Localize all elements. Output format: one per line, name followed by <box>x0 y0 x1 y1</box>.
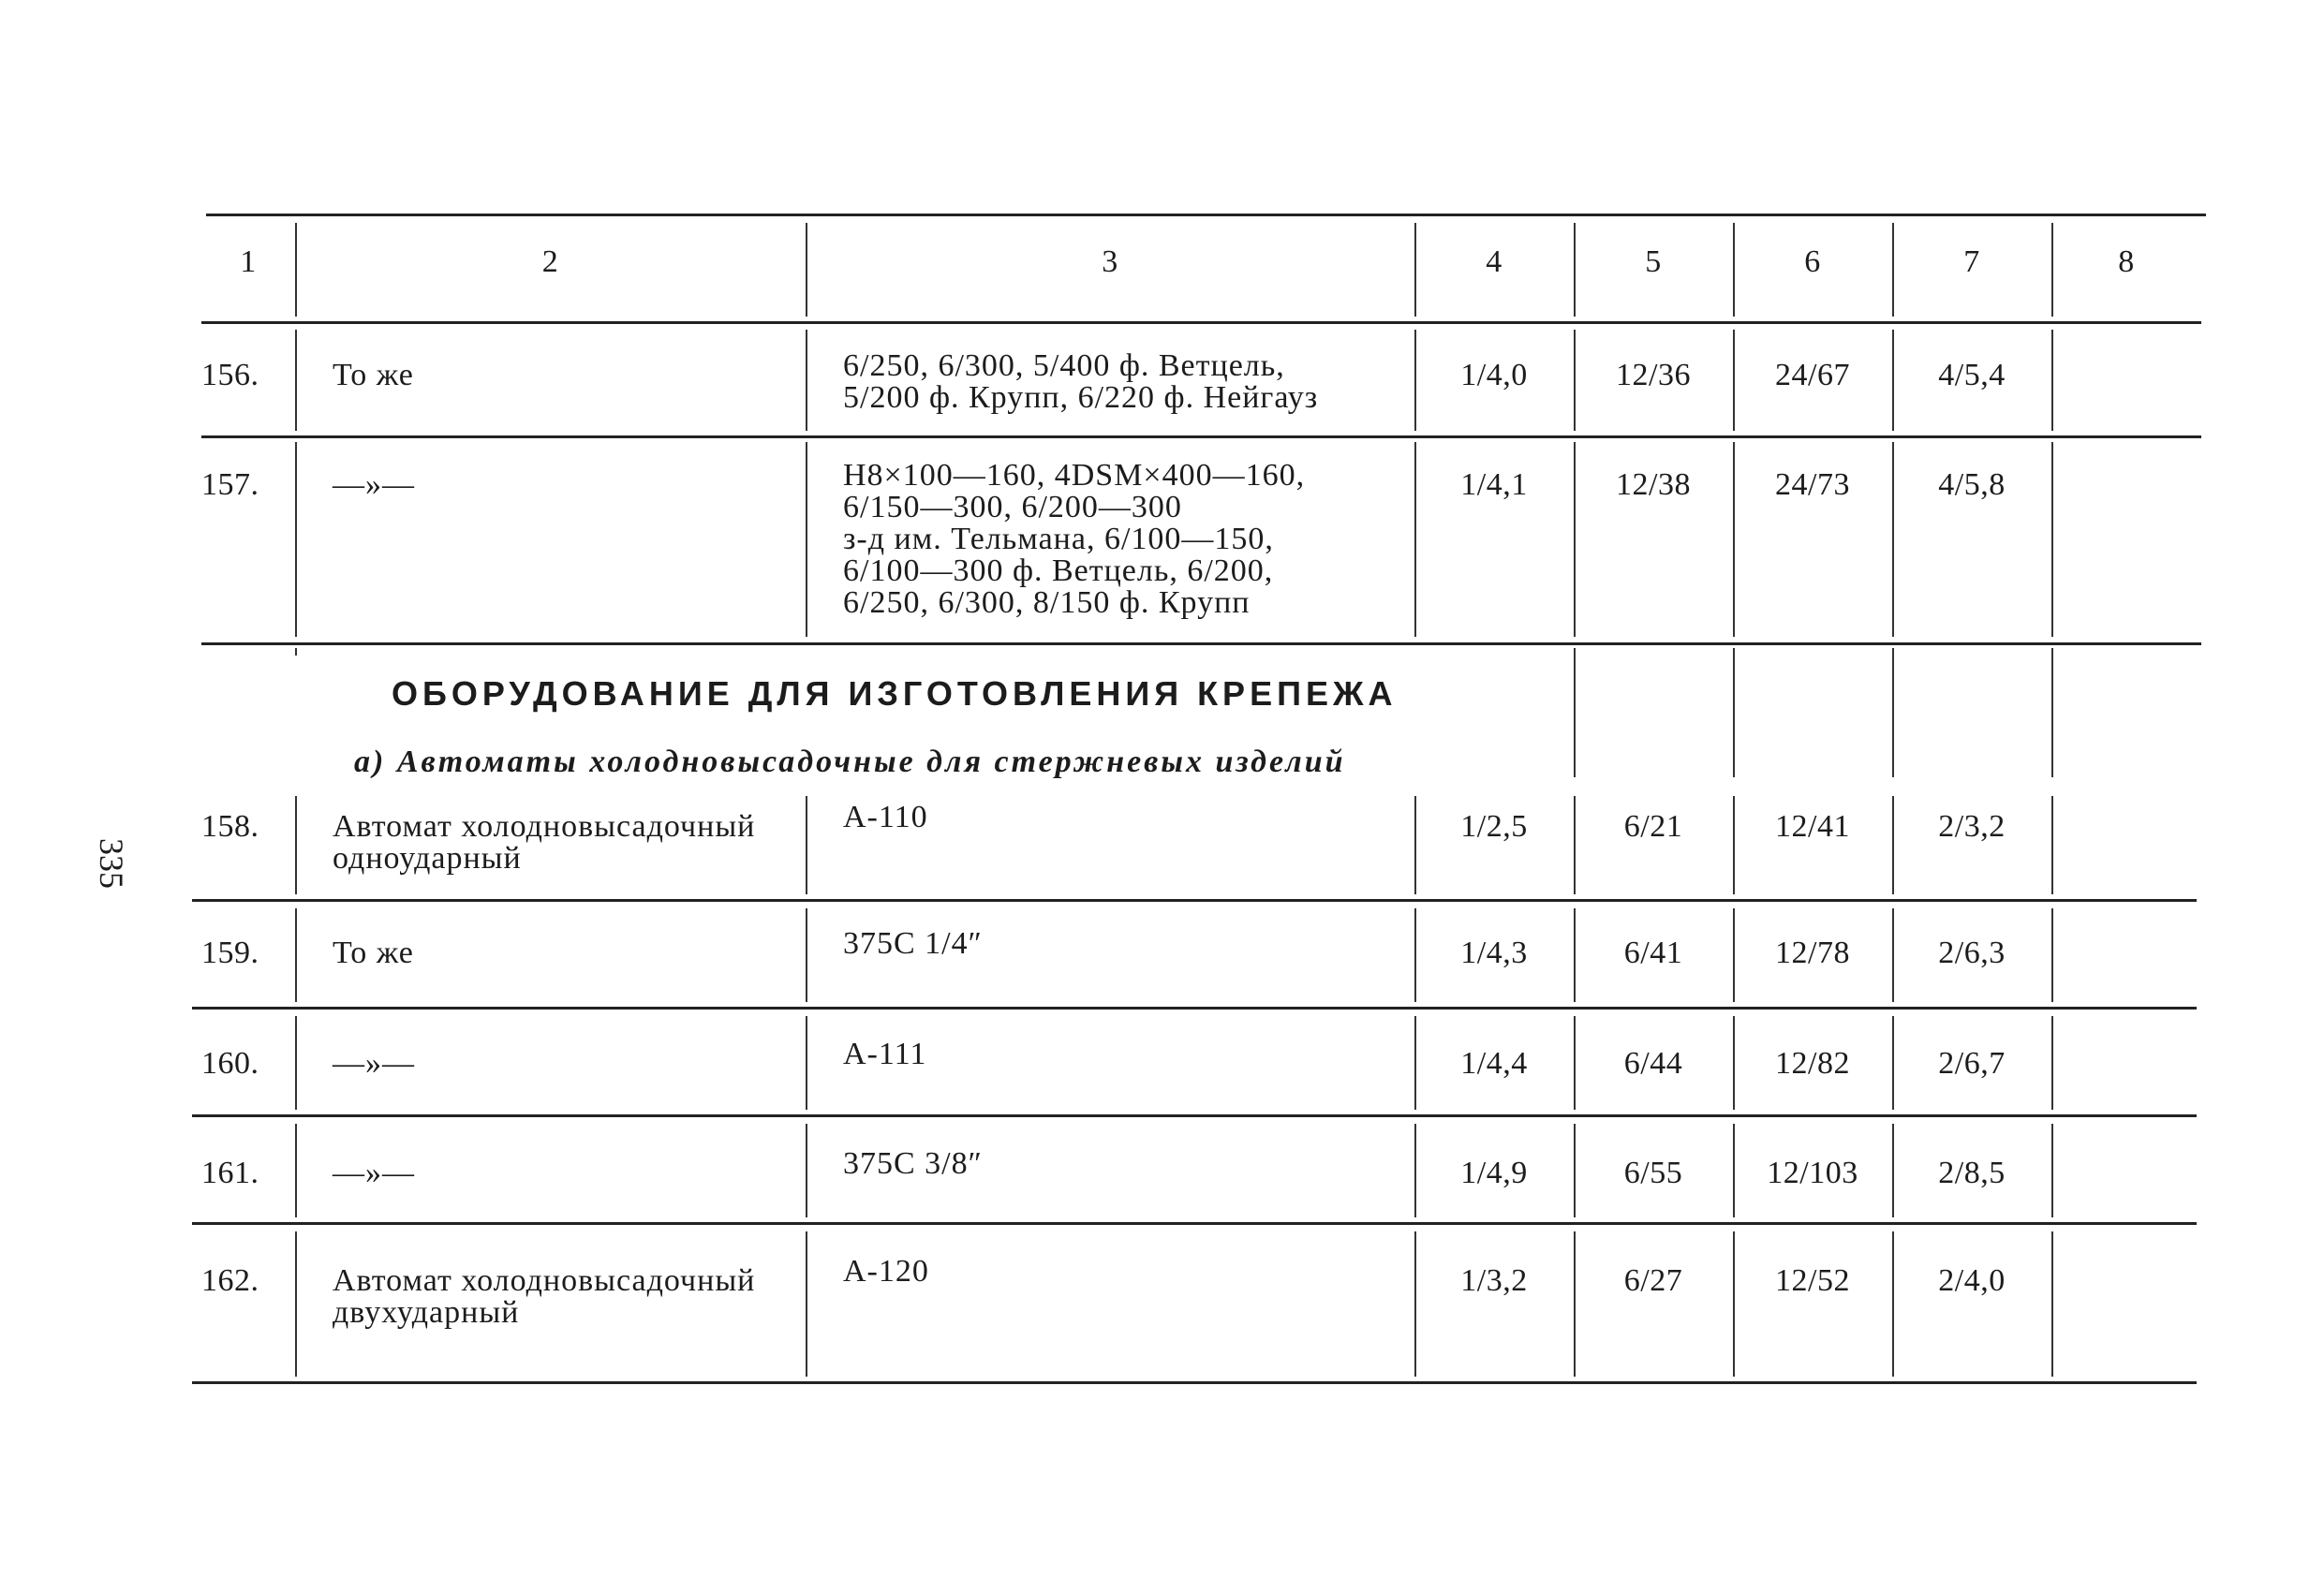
cell-col-4: 1/4,0 <box>1460 358 1528 392</box>
column-divider <box>1733 648 1735 777</box>
cell-col-7: 2/4,0 <box>1938 1263 2006 1298</box>
row-model-line: з-д им. Тельмана, 6/100—150, <box>843 522 1274 556</box>
row-model-line: А-110 <box>843 800 928 834</box>
column-divider <box>806 442 807 637</box>
cell-col-7: 2/3,2 <box>1938 809 2006 844</box>
row-number: 161. <box>201 1156 259 1190</box>
column-divider <box>295 796 297 894</box>
column-divider <box>806 908 807 1002</box>
column-divider <box>295 648 297 656</box>
column-divider <box>806 330 807 431</box>
cell-col-7: 2/6,7 <box>1938 1046 2006 1081</box>
column-divider <box>295 1016 297 1110</box>
row-name-line: Автомат холодновысадочный <box>333 1263 756 1298</box>
row-model-line: 375С 3/8″ <box>843 1146 983 1181</box>
subsection-title: а) Автоматы холодновысадочные для стержневых изделий <box>354 744 1346 779</box>
cell-col-7: 2/8,5 <box>1938 1156 2006 1190</box>
row-name-line: двухударный <box>333 1295 520 1330</box>
row-model-line: 6/100—300 ф. Ветцель, 6/200, <box>843 553 1274 588</box>
row-rule <box>192 1114 2197 1117</box>
column-header-6: 6 <box>1804 244 1821 279</box>
cell-col-6: 24/73 <box>1775 467 1850 502</box>
column-divider <box>2051 796 2053 894</box>
column-divider <box>1574 1231 1576 1377</box>
header-bottom-rule <box>201 321 2201 324</box>
column-header-2: 2 <box>541 244 559 279</box>
column-divider <box>295 1231 297 1377</box>
row-name-line: —»— <box>333 467 415 502</box>
cell-col-6: 12/78 <box>1775 936 1850 970</box>
cell-col-7: 2/6,3 <box>1938 936 2006 970</box>
row-number: 157. <box>201 467 259 502</box>
row-rule <box>192 1007 2197 1010</box>
column-divider <box>2051 1231 2053 1377</box>
column-divider <box>1892 1231 1894 1377</box>
row-model-line: 375С 1/4″ <box>843 926 983 961</box>
row-rule <box>201 435 2201 438</box>
column-divider <box>1892 648 1894 777</box>
row-name-line: одноударный <box>333 841 522 876</box>
column-divider <box>2051 1124 2053 1217</box>
cell-col-5: 6/21 <box>1623 809 1683 844</box>
column-divider <box>1414 1231 1416 1377</box>
row-model-line: Н8×100—160, 4DSM×400—160, <box>843 458 1306 493</box>
row-model-line: 6/150—300, 6/200—300 <box>843 490 1182 524</box>
cell-col-6: 12/82 <box>1775 1046 1850 1081</box>
row-rule <box>192 899 2197 902</box>
table-top-rule <box>206 214 2206 216</box>
cell-col-5: 12/38 <box>1616 467 1691 502</box>
column-header-1: 1 <box>240 244 257 279</box>
column-divider <box>295 442 297 637</box>
row-model-line: А-120 <box>843 1254 929 1289</box>
cell-col-6: 24/67 <box>1775 358 1850 392</box>
column-divider <box>2051 1016 2053 1110</box>
cell-col-5: 12/36 <box>1616 358 1691 392</box>
column-divider <box>806 1016 807 1110</box>
cell-col-6: 12/41 <box>1775 809 1850 844</box>
section-title: ОБОРУДОВАНИЕ ДЛЯ ИЗГОТОВЛЕНИЯ КРЕПЕЖА <box>392 674 1398 713</box>
column-header-8: 8 <box>2118 244 2135 279</box>
row-number: 156. <box>201 358 259 392</box>
row-name-line: То же <box>333 936 414 970</box>
column-divider <box>806 1124 807 1217</box>
column-divider <box>806 1231 807 1377</box>
row-number: 159. <box>201 936 259 970</box>
row-name-line: То же <box>333 358 414 392</box>
cell-col-5: 6/27 <box>1623 1263 1683 1298</box>
column-divider <box>1574 648 1576 777</box>
cell-col-4: 1/4,9 <box>1460 1156 1528 1190</box>
row-model-line: 6/250, 6/300, 5/400 ф. Ветцель, <box>843 348 1285 383</box>
row-name-line: Автомат холодновысадочный <box>333 809 756 844</box>
cell-col-6: 12/103 <box>1767 1156 1858 1190</box>
row-model-line: 5/200 ф. Крупп, 6/220 ф. Нейгауз <box>843 380 1319 415</box>
row-rule <box>192 1222 2197 1225</box>
column-header-7: 7 <box>1963 244 1980 279</box>
row-rule <box>201 642 2201 645</box>
cell-col-4: 1/4,1 <box>1460 467 1528 502</box>
column-divider <box>806 796 807 894</box>
cell-col-4: 1/2,5 <box>1460 809 1528 844</box>
cell-col-6: 12/52 <box>1775 1263 1850 1298</box>
column-divider <box>2051 442 2053 637</box>
column-divider <box>1733 1231 1735 1377</box>
column-divider <box>2051 648 2053 777</box>
row-number: 162. <box>201 1263 259 1298</box>
cell-col-7: 4/5,4 <box>1938 358 2006 392</box>
column-divider <box>2051 908 2053 1002</box>
cell-col-5: 6/55 <box>1623 1156 1683 1190</box>
column-header-5: 5 <box>1645 244 1662 279</box>
row-rule <box>192 1381 2197 1384</box>
column-divider <box>295 1124 297 1217</box>
row-name-line: —»— <box>333 1046 415 1081</box>
cell-col-7: 4/5,8 <box>1938 467 2006 502</box>
row-number: 158. <box>201 809 259 844</box>
column-divider <box>295 908 297 1002</box>
cell-col-5: 6/44 <box>1623 1046 1683 1081</box>
column-divider <box>2051 330 2053 431</box>
cell-col-4: 1/4,3 <box>1460 936 1528 970</box>
column-header-3: 3 <box>1102 244 1118 279</box>
row-model-line: А-111 <box>843 1037 927 1071</box>
row-model-line: 6/250, 6/300, 8/150 ф. Крупп <box>843 585 1251 620</box>
cell-col-4: 1/3,2 <box>1460 1263 1528 1298</box>
cell-col-5: 6/41 <box>1623 936 1683 970</box>
page-number: 335 <box>93 838 130 889</box>
column-divider <box>295 330 297 431</box>
row-name-line: —»— <box>333 1156 415 1190</box>
row-number: 160. <box>201 1046 259 1081</box>
column-header-4: 4 <box>1486 244 1502 279</box>
cell-col-4: 1/4,4 <box>1460 1046 1528 1081</box>
